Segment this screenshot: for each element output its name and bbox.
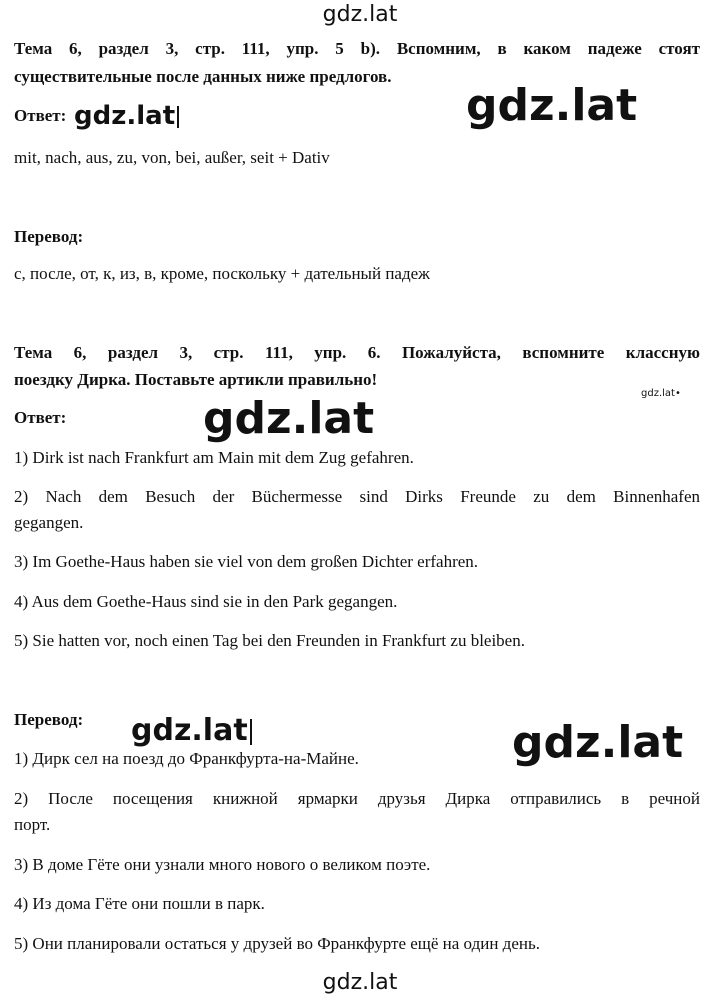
task1-answer-text: mit, nach, aus, zu, von, bei, außer, seit + Dativ xyxy=(14,148,330,167)
task2-translation-label: Перевод: xyxy=(14,710,84,729)
cursor-mark xyxy=(177,106,179,128)
task2-answer-2: 2) Nach dem Besuch der Büchermesse sind Dirks Freunde zu dem Binnenhafen xyxy=(14,487,700,506)
watermark-text: gdz.lat xyxy=(131,713,248,748)
watermark-translation-inline xyxy=(131,713,252,748)
task2-translation-4: 4) Из дома Гёте они пошли в парк. xyxy=(14,894,265,913)
watermark-small-text: gdz.lat xyxy=(641,388,675,399)
task2-answer-label: Ответ: xyxy=(14,408,67,427)
task1-answer-label: Ответ: xyxy=(14,106,67,125)
task2-answer-5: 5) Sie hatten vor, noch einen Tag bei den Freunden in Frankfurt zu bleiben. xyxy=(14,631,525,650)
task1-heading-line2: существительные после данных ниже предлогов. xyxy=(14,67,392,86)
task2-heading-line1: Тема 6, раздел 3, стр. 111, упр. 6. Пожалуйста, вспомните классную xyxy=(14,343,700,362)
task2-translation-5: 5) Они планировали остаться у друзей во Франкфурте ещё на один день. xyxy=(14,934,540,953)
watermark-large-right: gdz.lat xyxy=(466,80,638,131)
watermark-large-bottom-right: gdz.lat xyxy=(512,717,684,768)
task1-translation-label: Перевод: xyxy=(14,227,84,246)
task2-translation-2: 2) После посещения книжной ярмарки друзья Дирка отправились в речной xyxy=(14,789,700,808)
task2-answer-4: 4) Aus dem Goethe-Haus sind sie in den Park gegangen. xyxy=(14,592,398,611)
watermark-large-center: gdz.lat xyxy=(203,393,375,444)
task2-answer-2-cont: gegangen. xyxy=(14,513,84,532)
cursor-mark xyxy=(250,719,252,745)
watermark-small xyxy=(641,388,681,399)
task2-translation-2-cont: порт. xyxy=(14,815,51,834)
task2-answer-3: 3) Im Goethe-Haus haben sie viel von dem großen Dichter erfahren. xyxy=(14,552,479,571)
watermark-top: gdz.lat xyxy=(322,2,398,27)
task1-translation-text: с, после, от, к, из, в, кроме, поскольку + дательный падеж xyxy=(14,264,430,283)
task2-answer-1: 1) Dirk ist nach Frankfurt am Main mit dem Zug gefahren. xyxy=(14,448,414,467)
watermark-bottom: gdz.lat xyxy=(322,970,398,995)
task1-heading-line1: Тема 6, раздел 3, стр. 111, упр. 5 b). Вспомним, в каком падеже стоят xyxy=(14,39,700,58)
watermark-text: gdz.lat xyxy=(74,101,176,131)
task2-heading-line2: поездку Дирка. Поставьте артикли правильно! xyxy=(14,370,378,389)
watermark-answer-inline xyxy=(74,101,179,131)
task2-translation-1: 1) Дирк сел на поезд до Франкфурта-на-Майне. xyxy=(14,749,359,768)
dot-mark: • xyxy=(674,388,681,399)
task2-translation-3: 3) В доме Гёте они узнали много нового о великом поэте. xyxy=(14,855,431,874)
